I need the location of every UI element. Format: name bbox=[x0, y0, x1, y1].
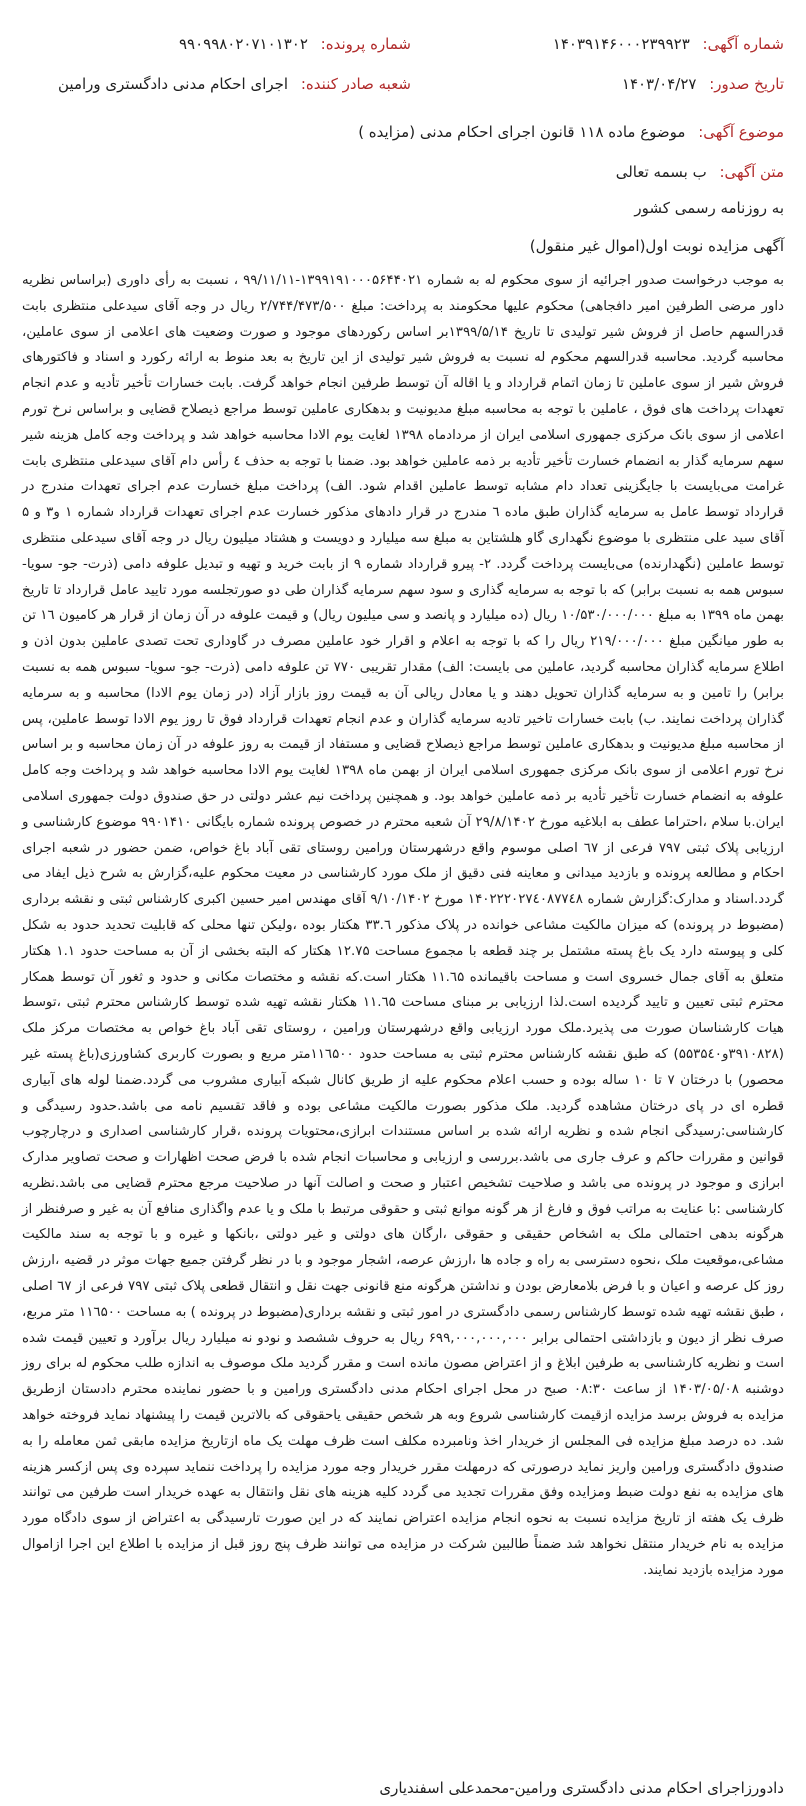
file-number-label: شماره پرونده: bbox=[320, 35, 411, 53]
ad-text-value: ب بسمه تعالی bbox=[615, 163, 707, 181]
issue-date-label: تاریخ صدور: bbox=[709, 75, 784, 93]
issue-date-value: ۱۴۰۳/۰۴/۲۷ bbox=[621, 75, 697, 93]
ad-number-label: شماره آگهی: bbox=[702, 35, 784, 53]
auction-heading: آگهی مزایده نوبت اول(اموال غیر منقول) bbox=[529, 237, 784, 255]
subject-value: موضوع ماده ۱۱۸ قانون اجرای احکام مدنی (مزایده ) bbox=[358, 123, 686, 141]
issuing-branch-value: اجرای احکام مدنی دادگستری ورامین bbox=[58, 75, 289, 93]
ad-number-value: ۱۴۰۳۹۱۴۶۰۰۰۲۳۹۹۲۳ bbox=[552, 35, 690, 53]
issuing-branch-row bbox=[58, 74, 411, 94]
issue-date-row bbox=[622, 74, 784, 94]
file-number-value: ۹۹۰۹۹۸۰۲۰۷۱۰۱۳۰۲ bbox=[178, 35, 308, 53]
signature-line: دادورزاجرای احکام مدنی دادگستری ورامین-محمدعلی اسفندیاری bbox=[379, 1779, 784, 1797]
newspaper-line: به روزنامه رسمی کشور bbox=[634, 199, 784, 217]
file-number-row bbox=[179, 34, 411, 54]
ad-number-row bbox=[553, 34, 784, 54]
subject-row bbox=[358, 122, 784, 142]
notice-body: به موجب درخواست صدور اجرائیه از سوی محکوم له به شماره ۱۳۹۹۱۹۱۰۰۰۵۶۴۴۰۲۱-۹۹/۱۱/۱۱ ، نسبت به رأی داوری (براساس نظریه داور مرضی الطرفین امیر دافجاهی) محکوم علیها محکومند به پرداخت: مبلغ ۲/۷۴۴/۴۷۳/۵۰۰ ریال در وجه آقای سیدعلی منتظری بابت قدرالسهم حاصل از فروش شیر تولیدی تا تاریخ ۱۳۹۹/۵/۱۴بر اساس رکوردهای موجود و صورت وضعیت های اعلامی از سوی عاملین، محاسبه گردید. محاسبه قدرالسهم محکوم له نسبت به فروش شیر تولیدی از این تاریخ به بعد منوط به ارائه رکورد و اسناد و فاکتورهای فروش شیر از سوی عاملین تا زمان اتمام قرارداد و یا اقاله آن توسط طرفین انجام خواهد گرفت. بابت خسارات تأخیر تأدیه و عدم انجام تعهدات پرداخت های فوق ، عاملین با توجه به محاسبه مبلغ مدیونیت و بدهکاری عاملین توسط مراجع ذیصلاح قضایی و براساس نرخ تورم اعلامی از سوی بانک مرکزی جمهوری اسلامی ایران از مردادماه ۱۳۹۸ لغایت یوم الادا محاسبه خواهد شد و پرداخت وجه کامل هزینه شیر سهم سرمایه گذار به انضمام خسارت تأخیر تأدیه بر ذمه عاملین خواهد بود. ضمنا با توجه به حذف ٤ رأس دام آقای سیدعلی منتظری بابت غرامت می‌بایست با جایگزینی تعداد دام مشابه توسط عاملین اقدام شود. الف) پرداخت مبلغ خسارت عدم اجرای تعهدات مندرج در قرارداد توسط عامل به سرمایه گذاران طبق ماده ٦ مندرج در قرار دادهای مذکور خسارت عدم اجرای تعهدات قرارداد شماره ۱ و۳ و ۵ آقای سید علی منتظری با موضوع نگهداری گاو هلشتاین به مبلغ سه میلیارد و دویست و هشتاد میلیون ریال در وجه آقای سیدعلی منتظری توسط عاملین (نگهدارنده) می‌بایست پرداخت گردد. ۲- پیرو قرارداد شماره ۹ از بابت خرید و تهیه و تبدیل علوفه دامی (ذرت- جو- سویا- سبوس همه به نسبت برابر) که با توجه به سرمایه گذاری و سود سهم سرمایه گذاران طی دو صورتجلسه مورد تایید عامل قرارداد تا تاریخ بهمن ماه ۱۳۹۹ به مبلغ ۱۰/۵۳۰/۰۰۰/۰۰۰ ریال (ده میلیارد و پانصد و سی میلیون ریال) و قیمت علوفه در آن زمان از قرار هر کامیون ۱٦ تن به طور میانگین مبلغ ۲۱۹/۰۰۰/۰۰۰ ریال را که با توجه به اعلام و اقرار خود عاملین مصرف در گاوداری تحت تصدی عاملین بدون اذن و اطلاع سرمایه گذاران محاسبه گردید، عاملین می بایست: الف) مقدار تقریبی ۷۷۰ تن علوفه دامی (ذرت- جو- سویا- سبوس همه به نسبت برابر) را تامین و به سرمایه گذاران تحویل دهند و یا معادل ریالی آن به قیمت روز بازار آزاد (در زمان یوم الادا) محاسبه و به سرمایه گذاران پرداخت نمایند. ب) بابت خسارات تاخیر تادیه سرمایه گذاران و عدم انجام تعهدات قرارداد فوق تا روز یوم الادا توسط عاملین، پس از محاسبه مبلغ مدیونیت و بدهکاری عاملین توسط مراجع ذیصلاح قضایی و مستفاد از قیمت به روز علوفه در آن زمان محاسبه و بر اساس نرخ تورم اعلامی از سوی بانک مرکزی جمهوری اسلامی ایران از بهمن ماه ۱۳۹۸ لغایت یوم الادا محاسبه خواهد شد و پرداخت وجه کامل علوفه به انضمام خسارت تأخیر تأدیه بر ذمه عاملین خواهد بود. و همچنین پرداخت نیم عشر دولتی در حق صندوق دولت جمهوری اسلامی ایران.با سلام ،احتراما عطف به ابلاغیه مورخ ۲۹/۸/۱۴۰۲ آن شعبه محترم در خصوص پرونده شماره بایگانی ۹۹۰۱۴۱۰ موضوع کارشناسی و ارزیابی پلاک ثبتی ۷۹۷ فرعی از ٦۷ اصلی موسوم واقع درشهرستان ورامین روستای تقی آباد باغ خواص، ضمن حضور در شعبه اجرای احکام و مطالعه پرونده و بازدید میدانی و معاینه فنی دقیق از ملک مورد کارشناسی در معیت محکوم علیه،گزارش به شرح ذیل ایفاد می گردد.اسناد و مدارک:گزارش شماره ۱۴۰۲۲۲۰۲۷٤۰۸۷۷٤۸ مورخ ۹/۱۰/۱۴۰۲ آقای مهندس امیر حسین اکبری کارشناس ثبتی و نقشه برداری (مضبوط در پرونده) که میزان مالکیت مشاعی خوانده در پلاک مذکور ۳۳.٦ هکتار بوده ،ولیکن تنها محلی که قابلیت تحدید حدود به شکل کلی و پیوسته دارد یک باغ پسته مشتمل بر چند قطعه با مجموع مساحت ۱۲.۷۵ هکتار که البته بخشی از آن به مساحت حدود ۱.۱ هکتار متعلق به آقای جمال خسروی است و مساحت باقیمانده ۱۱.٦۵ هکتار است.که نقشه و مختصات مکانی و حدود و ثغور آن توسط همکار محترم ثبتی تعیین و تایید گردیده است.لذا ارزیابی بر مبنای مساحت ۱۱.٦۵ هکتار نقشه تهیه شده توسط کارشناس محترم ثبتی ،توسط هیات کارشناسان صورت می پذیرد.ملک مورد ارزیابی واقع درشهرستان ورامین ، روستای تقی آباد باغ خواص به مختصات مرکز ملک (۳۹۱۰۸۲۸و۵۵۳۵٤۰) که طبق نقشه کارشناس محترم ثبتی به مساحت حدود ۱۱٦۵۰۰متر مربع و بصورت کاربری کشاورزی(باغ پسته غیر محصور) با درختان ۷ تا ۱۰ ساله بوده و حسب اعلام محکوم علیه از طریق کانال شبکه آبیاری مشروب می گردد.ضمنا لوله های آبیاری قطره ای در پای درختان مشاهده گردید. ملک مذکور بصورت مالکیت مشاعی بوده و فاقد تقسیم نامه می باشد.حدود رسیدگی و کارشناسی:رسیدگی انجام شده و نظریه ارائه شده بر اساس مستندات ابرازی،محتویات پرونده ،قرار کارشناسی اصداری و درچارچوب قوانین و مقررات حاکم و عرف جاری می باشد.بررسی و ارزیابی و محاسبات انجام شده با فرض صحت اظهارات و صحت تصاویر مدارک ابرازی و موجود در پرونده می باشد و صلاحیت تشخیص اعتبار و صحت و اصالت آنها در صلاحیت مرجع محترم قضایی می باشد.نظریه کارشناسی :با عنایت به مراتب فوق و فارغ از هر گونه موانع ثبتی و حقوقی مرتبط با ملک و یا عدم واگذاری منافع آن به غیر و صرفنظر از هرگونه بدهی احتمالی ملک به اشخاص حقیقی و حقوقی ،ارگان های دولتی و غیر دولتی ،بانکها و غیره و با توجه به سند مالکیت مشاعی،موقعیت ملک ،نحوه دسترسی به راه و جاده ها ،ارزش عرصه، اشجار موجود و با در نظر گرفتن جمیع جهات موثر در قضیه ،ارزش روز کل عرصه و اعیان و با فرض بلامعارض بودن و نداشتن هرگونه منع قانونی جهت نقل و انتقال قطعی پلاک ثبتی ۷۹۷ فرعی از ٦۷ اصلی ، طبق نقشه تهیه شده توسط کارشناس رسمی دادگستری در امور ثبتی و نقشه برداری(مضبوط در پرونده ) به مساحت ۱۱٦۵۰۰ متر مربع، صرف نظر از دیون و بازداشتی احتمالی برابر ۶۹۹,۰۰۰,۰۰۰,۰۰۰ ریال به حروف ششصد و نودو نه میلیارد ریال برآورد و تعیین قیمت شده است و نظریه کارشناسی به طرفین ابلاغ و از اعتراض مصون مانده است و مقرر گردید ملک موصوف به اندازه طلب محکوم له برای روز دوشنبه ۱۴۰۳/۰۵/۰۸ از ساعت ۰۸:۳۰ صبح در محل اجرای احکام مدنی دادگستری ورامین و با حضور نماینده محترم دادستان ازطریق مزایده به فروش برسد مزایده ازقیمت کارشناسی شروع وبه هر شخص حقیقی یاحقوقی که بالاترین قیمت را پیشنهاد نماید فروخته خواهد شد. ده درصد مبلغ مزایده فی المجلس از خریدار اخذ ونامبرده مکلف است ظرف مهلت یک ماه ازتاریخ مزایده مابقی ثمن معامله را به صندوق دادگستری ورامین واریز نماید درصورتی که درمهلت مقرر خریدار وجه مورد مزایده را پرداخت ننماید سپرده وی پس ازکسر هزینه های مزایده به نفع دولت ضبط ومزایده وفق مقررات تجدید می گردد کلیه هزینه های نقل وانتقال به عهده خریدار است طرفین می توانند ظرف یک هفته از تاریخ مزایده نسبت به نحوه انجام مزایده اعتراض نمایند که در این صورت تارسیدگی به اعتراض از سوی دادگاه مورد مزایده به نام خریدار منتقل نخواهد شد ضمناً طالبین شرکت در مزایده می توانند ظرف پنج روز قبل از مزایده با اطلاع این اجرا ازاموال مورد مزایده بازدید نمایند. bbox=[22, 273, 785, 1578]
ad-text-row bbox=[616, 162, 784, 182]
ad-text-label: متن آگهی: bbox=[719, 163, 784, 181]
subject-label: موضوع آگهی: bbox=[698, 123, 784, 141]
issuing-branch-label: شعبه صادر کننده: bbox=[300, 75, 411, 93]
